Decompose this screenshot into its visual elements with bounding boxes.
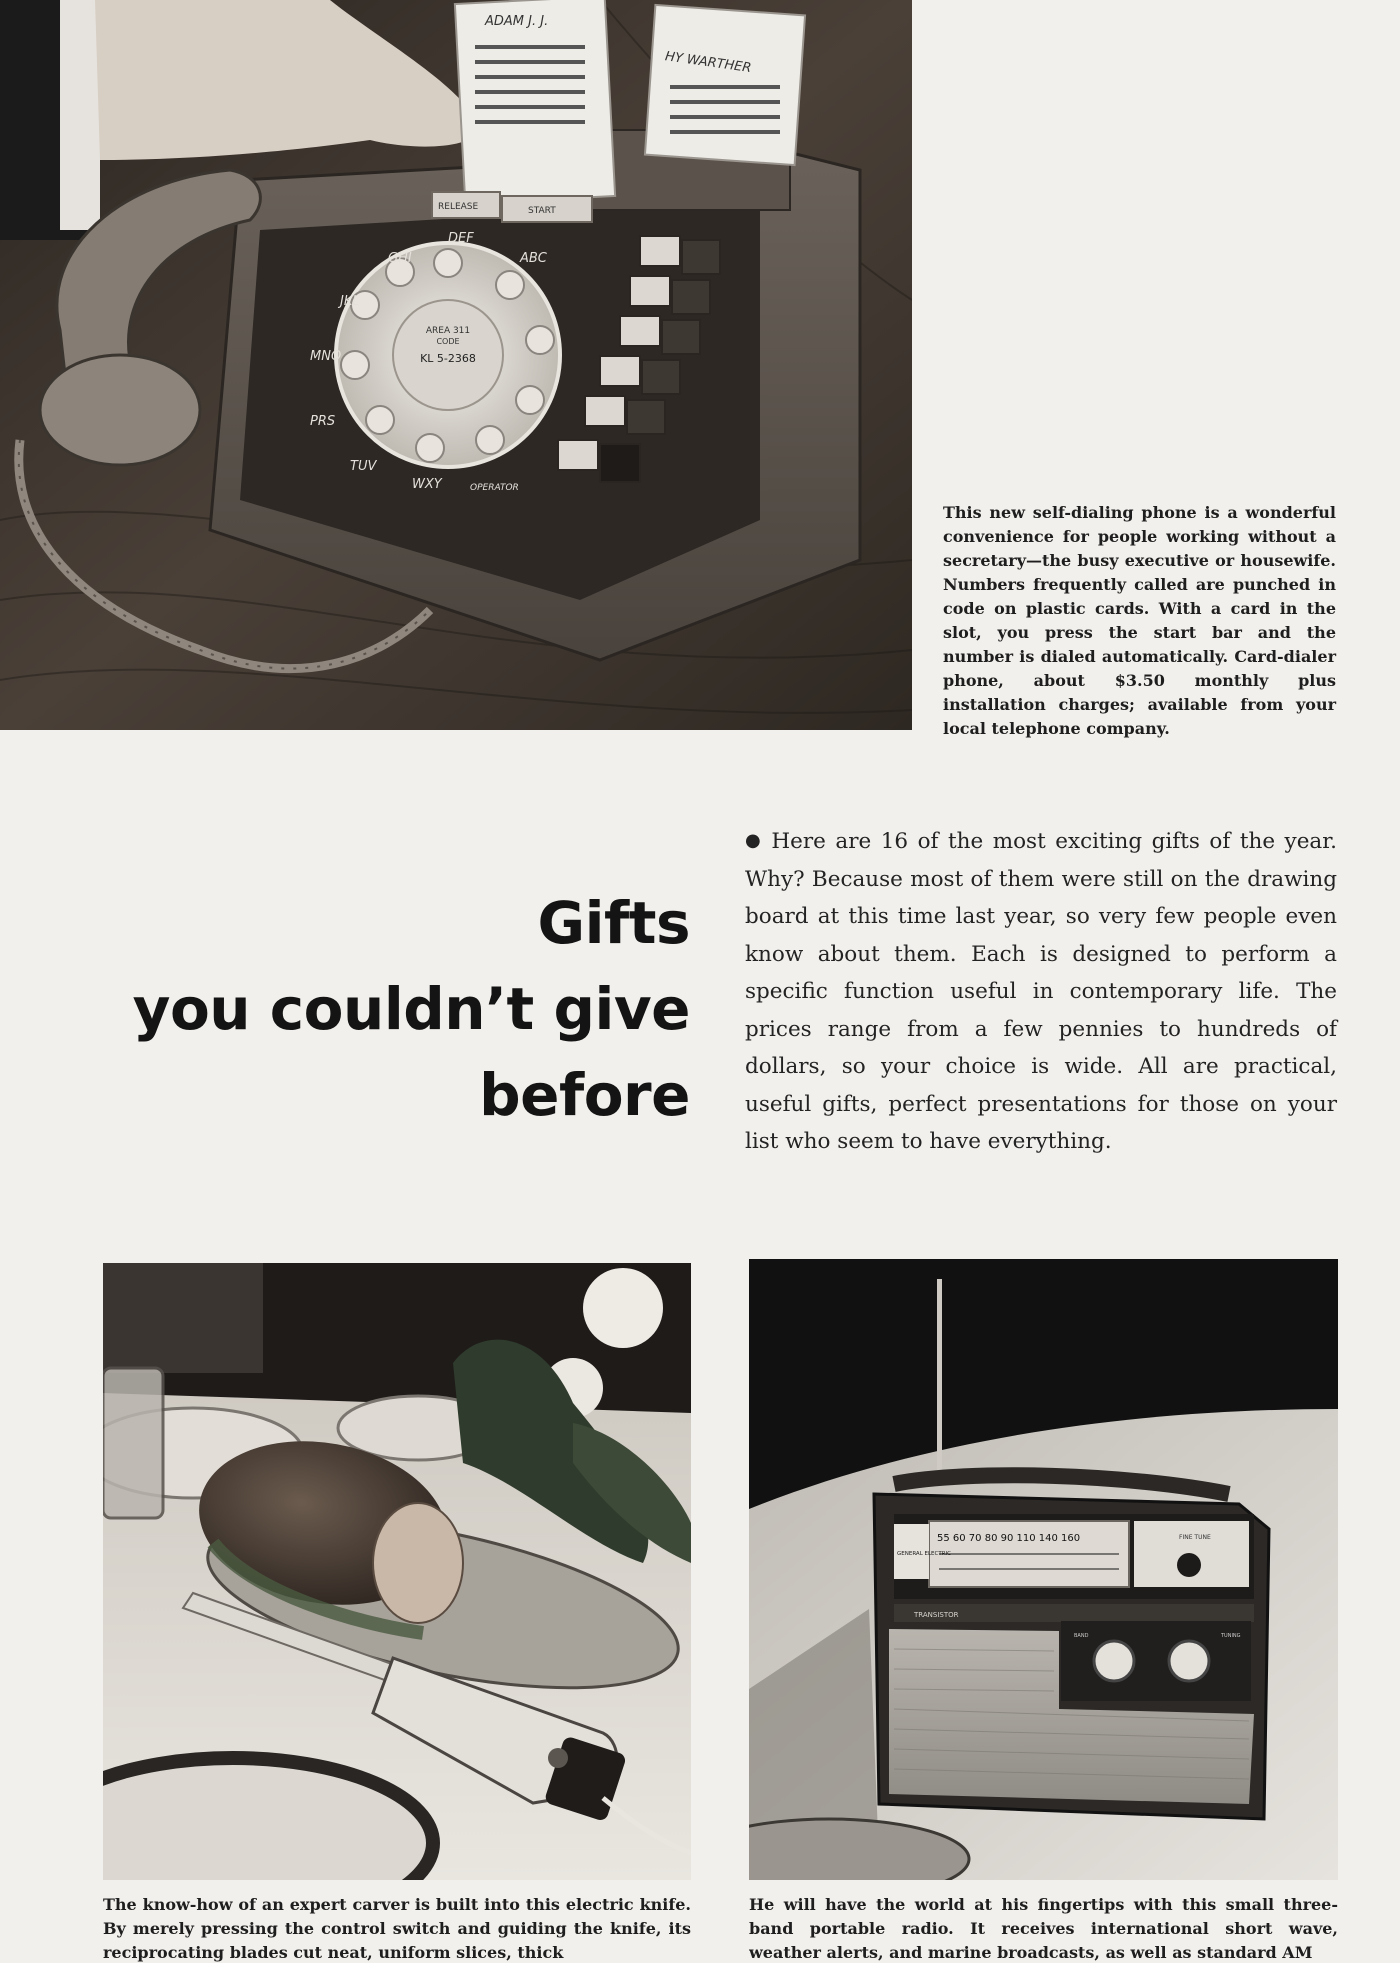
dial-label-0: OPERATOR	[470, 483, 519, 493]
intro-text: Here are 16 of the most exciting gifts of the year. Why? Because most of them were still on the drawing board at this time last year, so very few people even know about them. Each is designed to perform a specific function useful in contemporary life. The prices range from a few pennies to hundreds of dollars, so your choice is wide. All are practical, useful gifts, perfect presentations for those on your list who seem to have everything.	[745, 829, 1337, 1154]
dial-label-2: ABC	[520, 251, 547, 266]
radio-brand: GENERAL ELECTRIC	[897, 1551, 951, 1557]
dial-label-9: WXY	[412, 477, 442, 492]
card-dialer-phone-photo	[0, 0, 912, 730]
portable-radio-photo	[749, 1259, 1338, 1880]
headline-line-2: you couldn’t give	[132, 975, 690, 1043]
phone-caption: This new self-dialing phone is a wonderful convenience for people working without a secretary—the busy executive or housewife. Numbers frequently called are punched in code on plastic cards. With a card in the slot, you press the start bar and the number is dialed automatically. Card-dialer phone, about $3.50 monthly plus installation charges; available from your local telephone company.	[943, 503, 1336, 738]
card-label-adam: ADAM J. J.	[485, 14, 549, 29]
band-label: BAND	[1074, 1633, 1089, 1639]
start-key-label: START	[528, 206, 556, 216]
dial-label-6: MNO	[310, 349, 342, 364]
card-label-warther: HY WARTHER	[664, 49, 753, 77]
dial-label-7: PRS	[310, 414, 336, 429]
release-key-label: RELEASE	[438, 202, 479, 212]
dial-label-5: JKL	[340, 294, 360, 309]
radio-model-label: TRANSISTOR	[914, 1611, 959, 1619]
electric-knife-photo	[103, 1263, 691, 1880]
dial-code-label: CODE	[436, 337, 460, 346]
dial-area-code: AREA 311	[425, 326, 471, 336]
dial-label-8: TUV	[350, 459, 377, 474]
headline-line-3: before	[479, 1061, 690, 1129]
radio-dial-scale: 55 60 70 80 90 110 140 160	[937, 1533, 1081, 1544]
dial-number: KL 5-2368	[420, 352, 476, 365]
tuning-label: TUNING	[1221, 1633, 1241, 1639]
knife-caption: The know-how of an expert carver is built into this electric knife. By merely pressing the control switch and guiding the knife, its reciprocating blades cut neat, uniform slices, thick	[103, 1895, 691, 1962]
radio-caption: He will have the world at his fingertips with this small three-band portable radio. It receives international short wave, weather alerts, and marine broadcasts, as well as standard AM	[749, 1895, 1338, 1962]
bullet-icon: ●	[745, 830, 764, 851]
fine-tune-label: FINE TUNE	[1179, 1534, 1211, 1541]
dial-label-4: GHI	[388, 251, 412, 266]
intro-paragraph	[745, 822, 1337, 1161]
headline-line-1: Gifts	[537, 889, 690, 957]
page-headline	[70, 880, 690, 1138]
dial-label-3: DEF	[448, 231, 474, 246]
